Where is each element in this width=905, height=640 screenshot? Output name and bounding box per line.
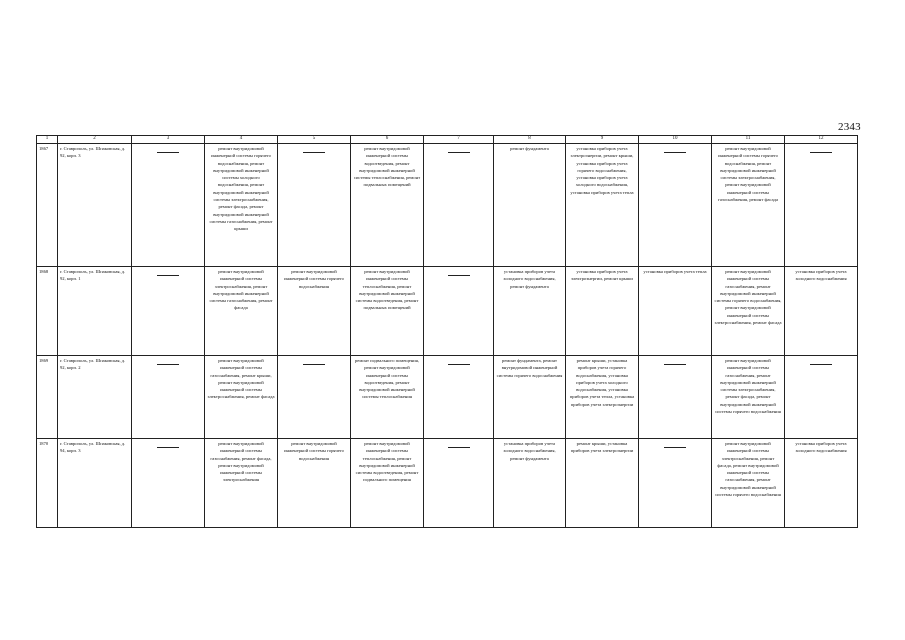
dash-mark <box>157 364 179 365</box>
work-cell: ремонт внутридомовой инженерной системы газоснабжения, ремонт внутридомовой инженерной системы электроснабжения, ремонт фасада, ремонт внутридомовой инженерной системы горячего водоснабжения <box>712 356 785 439</box>
dash-mark <box>810 364 832 365</box>
dash-mark <box>448 275 470 276</box>
empty-cell <box>278 144 351 267</box>
empty-cell <box>639 356 712 439</box>
column-header-2: 2 <box>58 136 132 144</box>
column-header-12: 12 <box>785 136 858 144</box>
dash-mark <box>448 447 470 448</box>
work-cell: ремонт внутридомовой инженерной системы водоотведения, ремонт внутридомовой инженерной системы теплоснабжения, ремонт подвальных помещений <box>351 144 424 267</box>
repair-schedule-table <box>36 135 858 528</box>
empty-cell <box>785 356 858 439</box>
address-cell: г. Ставрополь, ул. Шпаковская, д. 92, корп. 1 <box>58 267 132 356</box>
column-header-6: 6 <box>351 136 424 144</box>
empty-cell <box>132 356 205 439</box>
work-cell: установка приборов учета холодного водоснабжения, ремонт фундамента <box>494 439 566 528</box>
dash-mark <box>157 447 179 448</box>
work-cell: установка приборов учета холодного водоснабжения <box>785 439 858 528</box>
work-cell: ремонт подвального помещения, ремонт внутридомовой инженерной системы водоотведения, ремонт внутридомовой инженерной системы теплоснабжения <box>351 356 424 439</box>
dash-mark <box>157 152 179 153</box>
work-cell: ремонт внутридомовой инженерной системы электроснабжения, ремонт фасада, ремонт внутридомовой инженерной системы газоснабжения, ремонт внутридомовой инженерной системы горячего водоснабжения <box>712 439 785 528</box>
dash-mark <box>664 447 686 448</box>
empty-cell <box>132 144 205 267</box>
work-cell: ремонт внутридомовой инженерной системы горячего водоснабжения, ремонт внутридомовой инженерной системы холодного водоснабжения, ремонт внутридомовой инженерной системы электроснабжения, ремонт фасада, ремонт внутридомовой инженерной системы газоснабжения, ремонт крыши <box>205 144 278 267</box>
empty-cell <box>278 356 351 439</box>
row-number: 1869 <box>37 356 58 439</box>
work-cell: ремонт внутридомовой инженерной системы электроснабжения, ремонт внутридомовой инженерной системы газоснабжения, ремонт фасада <box>205 267 278 356</box>
work-cell: установка приборов учета тепла <box>639 267 712 356</box>
dash-mark <box>157 275 179 276</box>
empty-cell <box>785 144 858 267</box>
column-header-7: 7 <box>424 136 494 144</box>
table-row <box>37 356 858 439</box>
dash-mark <box>664 152 686 153</box>
work-cell: ремонт фундамента <box>494 144 566 267</box>
column-header-11: 11 <box>712 136 785 144</box>
dash-mark <box>448 364 470 365</box>
address-cell: г. Ставрополь, ул. Шпаковская, д. 92, корп. 3 <box>58 144 132 267</box>
empty-cell <box>424 356 494 439</box>
work-cell: ремонт внутридомовой инженерной системы теплоснабжения, ремонт внутридомовой инженерной системы водоотведения, ремонт подвального помещения <box>351 439 424 528</box>
dash-mark <box>448 152 470 153</box>
address-cell: г. Ставрополь, ул. Шпаковская, д. 92, корп. 2 <box>58 356 132 439</box>
empty-cell <box>132 267 205 356</box>
empty-cell <box>424 144 494 267</box>
dash-mark <box>664 364 686 365</box>
work-cell: ремонт крыши, установка приборов учета горячего водоснабжения, установка приборов учета холодного водоснабжения, установка приборов учета тепла, установка приборов учета электроэнергии <box>566 356 639 439</box>
row-number: 1867 <box>37 144 58 267</box>
work-cell: установка приборов учета холодного водоснабжения <box>785 267 858 356</box>
empty-cell <box>639 439 712 528</box>
empty-cell <box>132 439 205 528</box>
work-cell: ремонт внутридомовой инженерной системы теплоснабжения, ремонт внутридомовой инженерной системы водоотведения, ремонт подвальных помещений <box>351 267 424 356</box>
work-cell: ремонт внутридомовой инженерной системы газоснабжения, ремонт крыши, ремонт внутридомовой инженерной системы электроснабжения, ремонт фасада <box>205 356 278 439</box>
page-number: 2343 <box>838 121 861 133</box>
dash-mark <box>810 152 832 153</box>
column-header-8: 8 <box>494 136 566 144</box>
dash-mark <box>303 364 325 365</box>
work-cell: ремонт крыши, установка приборов учета электроэнергии <box>566 439 639 528</box>
column-number-row <box>37 136 858 144</box>
work-cell: ремонт внутридомовой инженерной системы газоснабжения, ремонт внутридомовой инженерной системы горячего водоснабжения, ремонт внутридомовой инженерной системы электроснабжения, ремонт фасада <box>712 267 785 356</box>
column-header-10: 10 <box>639 136 712 144</box>
work-cell: ремонт внутридомовой инженерной системы горячего водоснабжения, ремонт внутридомовой инженерной системы электроснабжения, ремонт внутридомовой инженерной системы газоснабжения, ремонт фасада <box>712 144 785 267</box>
table-row <box>37 144 858 267</box>
table-row <box>37 439 858 528</box>
table-row <box>37 267 858 356</box>
column-header-3: 3 <box>132 136 205 144</box>
row-number: 1870 <box>37 439 58 528</box>
work-cell: ремонт внутридомовой инженерной системы газоснабжения, ремонт фасада, ремонт внутридомовой инженерной системы электроснабжения <box>205 439 278 528</box>
row-number: 1868 <box>37 267 58 356</box>
empty-cell <box>424 267 494 356</box>
dash-mark <box>303 152 325 153</box>
column-header-9: 9 <box>566 136 639 144</box>
column-header-4: 4 <box>205 136 278 144</box>
column-header-1: 1 <box>37 136 58 144</box>
work-cell: установка приборов учета холодного водоснабжения, ремонт фундамента <box>494 267 566 356</box>
empty-cell <box>424 439 494 528</box>
empty-cell <box>639 144 712 267</box>
work-cell: ремонт внутридомовой инженерной системы горячего водоснабжения <box>278 267 351 356</box>
address-cell: г. Ставрополь, ул. Шпаковская, д. 94, корп. 3 <box>58 439 132 528</box>
column-header-5: 5 <box>278 136 351 144</box>
work-cell: ремонт внутридомовой инженерной системы горячего водоснабжения <box>278 439 351 528</box>
work-cell: ремонт фундамента, ремонт внутридомовой инженерной системы горячего водоснабжения <box>494 356 566 439</box>
work-cell: установка приборов учета электроэнергии, ремонт крыши, установка приборов учета горячего водоснабжения, установка приборов учета холодного водоснабжения, установка приборов учета тепла <box>566 144 639 267</box>
work-cell: установка приборов учета электроэнергии, ремонт крыши <box>566 267 639 356</box>
